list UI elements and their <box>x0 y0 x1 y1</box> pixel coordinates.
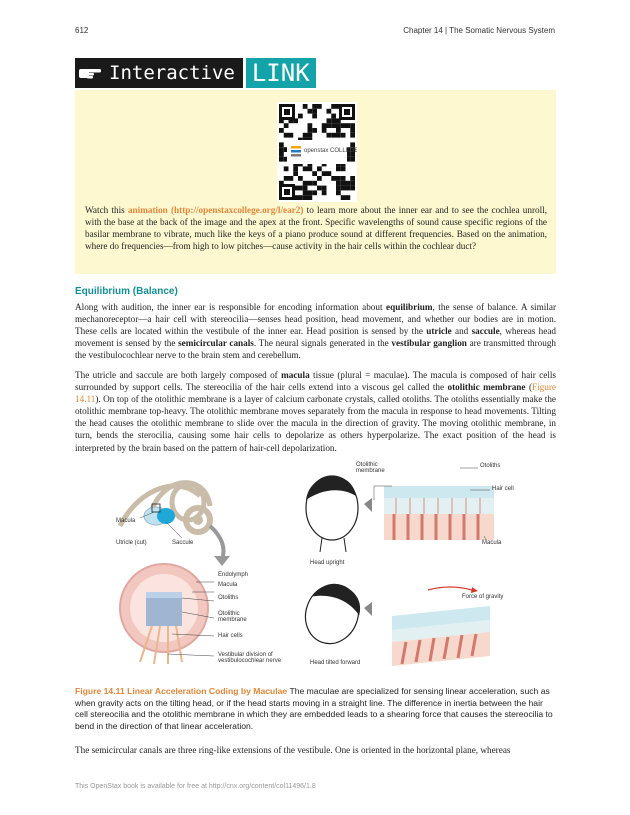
label-macula-top: Macula <box>116 518 136 524</box>
figure-caption: Figure 14.11 Linear Acceleration Coding by Maculae The maculae are specialized for sensing linear acceleration, such as when gravity acts on the tilting head, or if the head starts moving in a straight line. The difference in inertia between the hair cell stereocilia and the otolithic membrane in which they are embedded leads to a shearing force that causes the stereocilia to bend in the direction of that linear acceleration. <box>75 686 553 732</box>
section-title: Equilibrium (Balance) <box>75 286 178 297</box>
page-number: 612 <box>75 26 89 35</box>
macula-illustration <box>110 456 530 678</box>
macula-upright-detail <box>384 486 494 540</box>
label-otoliths: Otoliths <box>218 595 239 601</box>
paragraph-macula: The utricle and saccule are both largely composed of macula tissue (plural = maculae). The macula is composed of hair cells surrounded by support cells. The stereocilia of the hair cells extend into a viscous gel called the otolithic membrane (Figure 14.11). On top of the otolithic membrane is a layer of calcium carbonate crystals, called otoliths. The otoliths essentially make the otolithic membrane top-heavy. The otolithic membrane moves separately from the macula in response to head movements. Tilting the head causes the otolithic membrane to slide over the macula in the direction of gravity. The moving otolithic membrane, in turn, bends the sterocilia, causing some hair cells to depolarize as others hyperpolarize. The exact position of the head is interpreted by the brain based on the pattern of hair-cell depolarization. <box>75 370 557 453</box>
label-saccule: Saccule <box>172 540 194 546</box>
label-otolithic-membrane-right: Otolithic membrane <box>356 462 385 474</box>
paragraph-semicircular: The semicircular canals are three ring-like extensions of the vestibule. One is oriented in the horizontal plane, whereas <box>75 745 511 755</box>
label-vestibular-division: Vestibular division of vestibulocochlear nerve <box>218 652 282 664</box>
label-hair-cells: Hair cells <box>218 633 243 639</box>
chapter-header: Chapter 14 | The Somatic Nervous System <box>403 26 555 35</box>
label-macula-right: Macula <box>482 540 502 546</box>
pointing-hand-icon <box>75 58 105 88</box>
label-head-upright: Head upright <box>310 560 345 566</box>
footer: This OpenStax book is available for free at http://cnx.org/content/col11496/1.8 <box>75 783 316 790</box>
label-head-tilted: Head tilted forward <box>310 660 361 666</box>
figure-link[interactable]: Figure 14.11 <box>75 382 557 405</box>
openstax-logo: openstax COLLEGE <box>304 148 357 154</box>
label-otoliths-right: Otoliths <box>480 463 501 469</box>
interactive-link-banner <box>75 58 316 88</box>
inner-ear-icon <box>120 483 230 566</box>
banner-interactive: Interactive <box>105 58 243 88</box>
interactive-link-box <box>75 90 556 274</box>
head-tilted-illustration <box>297 577 372 651</box>
label-utricle-cut: Utricle (cut) <box>116 540 147 546</box>
interactive-link-text: Watch this animation (http://openstaxcollege.org/l/ear2) to learn more about the inner ear and to see the cochlea unroll, with the base at the back of the image and the apex at the front. Specific wavelengths of sound cause specific regions of the basilar membrane to vibrate, much like the keys of a piano produce sound at different frequencies. Based on the animation, where do frequencies—from high to low pitches—cause activity in the hair cells within the cochlear duct? <box>85 205 548 252</box>
animation-link[interactable]: animation (http://openstaxcollege.org/l/ear2) <box>127 205 304 215</box>
label-endolymph: Endolymph <box>218 572 249 578</box>
head-upright-illustration <box>306 476 372 552</box>
label-hair-cell: Hair cell <box>492 486 514 492</box>
label-force-of-gravity: Force of gravity <box>462 594 504 600</box>
macula-cross-section <box>120 564 208 664</box>
figure-14-11 <box>110 456 530 678</box>
label-otolithic-membrane: Otolithic membrane <box>218 611 247 623</box>
paragraph-equilibrium: Along with audition, the inner ear is responsible for encoding information about equilibrium, the sense of balance. A similar mechanoreceptor—a hair cell with stereocilia—senses head position, head movement, and whether our bodies are in motion. These cells are located within the vestibule of the inner ear. Head position is sensed by the utricle and saccule, whereas head movement is sensed by the semicircular canals. The neural signals generated in the vestibular ganglion are transmitted through the vestibulocochlear nerve to the brain stem and cerebellum. <box>75 302 557 361</box>
qr-code[interactable] <box>277 102 357 202</box>
label-macula: Macula <box>218 582 238 588</box>
banner-link: LINK <box>243 58 316 88</box>
